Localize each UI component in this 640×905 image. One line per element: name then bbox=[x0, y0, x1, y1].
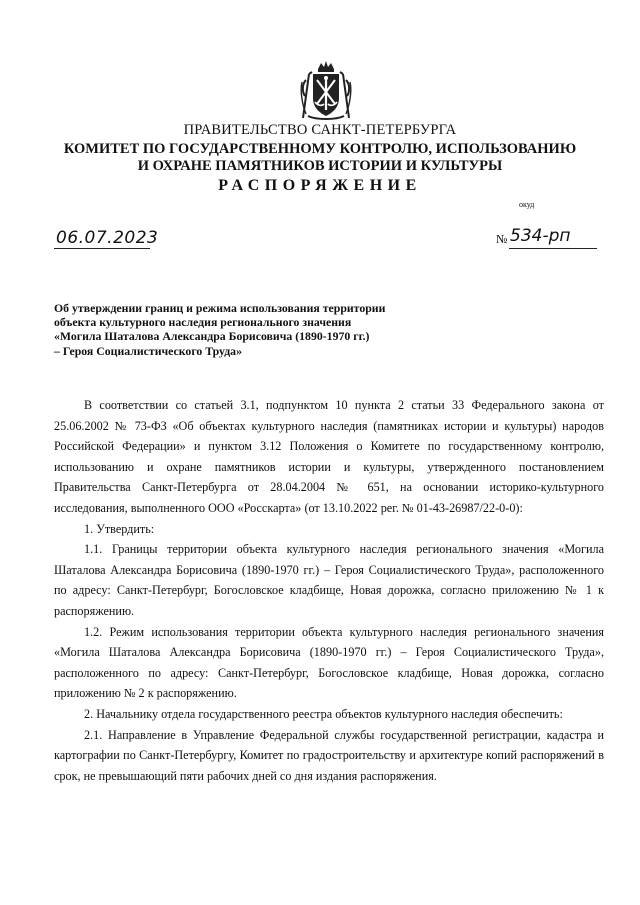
government-name: ПРАВИТЕЛЬСТВО САНКТ-ПЕТЕРБУРГА bbox=[183, 122, 457, 138]
item-1-1: 1.1. Границы территории объекта культурного наследия регионального значения «Могила Шаталова Александра Борисовича (1890-1970 гг.) – Героя Социалистического Труда», расположенного по адресу: Санкт-Петербург, Богословское кладбище, Новая дорожка, согласно приложению № 1 к распоряжению. bbox=[54, 542, 604, 618]
item-1: 1. Утвердить: bbox=[84, 521, 155, 536]
document-number: 534-рп bbox=[510, 226, 571, 246]
document-title bbox=[54, 301, 494, 358]
document-date: 06.07.2023 bbox=[56, 228, 159, 248]
item-2-1: 2.1. Направление в Управление Федеральной службы государственной регистрации, кадастра и картографии по Санкт-Петербургу, Комитет по градостроительству и архитектуре копий распоряжений в срок, не превышающий пяти рабочих дней со дня издания распоряжения. bbox=[54, 727, 604, 783]
item-2: 2. Начальнику отдела государственного реестра объектов культурного наследия обеспечить: bbox=[84, 706, 563, 721]
st-petersburg-coat-of-arms-icon bbox=[300, 60, 352, 122]
title-line: «Могила Шаталова Александра Борисовича (1890-1970 гг.) bbox=[54, 329, 370, 344]
title-line: Об утверждении границ и режима использования территории bbox=[54, 301, 386, 315]
committee-name-line2: И ОХРАНЕ ПАМЯТНИКОВ ИСТОРИИ И КУЛЬТУРЫ bbox=[137, 158, 503, 174]
number-label: № bbox=[496, 232, 508, 246]
preamble-paragraph: В соответствии со статьей 3.1, подпунктом 10 пункта 2 статьи 33 Федерального закона от 25.06.2002 № 73-ФЗ «Об объектах культурного наследия (памятниках истории и культуры) народов Российской Федерации» и пунктом 3.12 Положения о Комитете по государственному контролю, использованию и охране памятников истории и культуры, утвержденного постановлением Правительства Санкт-Петербурга от 28.04.2004 № 651, на основании историко-культурного исследования, выполненного ООО «Росскарта» (от 13.10.2022 рег. № 01-43-26987/22-0-0): bbox=[54, 398, 604, 515]
number-underline bbox=[509, 248, 597, 249]
date-underline bbox=[54, 248, 150, 249]
title-line: объекта культурного наследия регионального значения bbox=[54, 315, 352, 330]
title-line: – Героя Социалистического Труда» bbox=[54, 343, 242, 358]
item-1-2: 1.2. Режим использования территории объекта культурного наследия регионального значения «Могила Шаталова Александра Борисовича (1890-1970 гг.) – Героя Социалистического Труда», расположенного по адресу: Санкт-Петербург, Богословское кладбище, Новая дорожка, согласно приложению № 2 к распоряжению. bbox=[54, 624, 604, 701]
document-body bbox=[54, 395, 604, 786]
document-type: РАСПОРЯЖЕНИЕ bbox=[218, 177, 422, 194]
okud-label: окуд bbox=[519, 200, 535, 209]
committee-name-line1: КОМИТЕТ ПО ГОСУДАРСТВЕННОМУ КОНТРОЛЮ, ИСПОЛЬЗОВАНИЮ bbox=[63, 141, 577, 157]
